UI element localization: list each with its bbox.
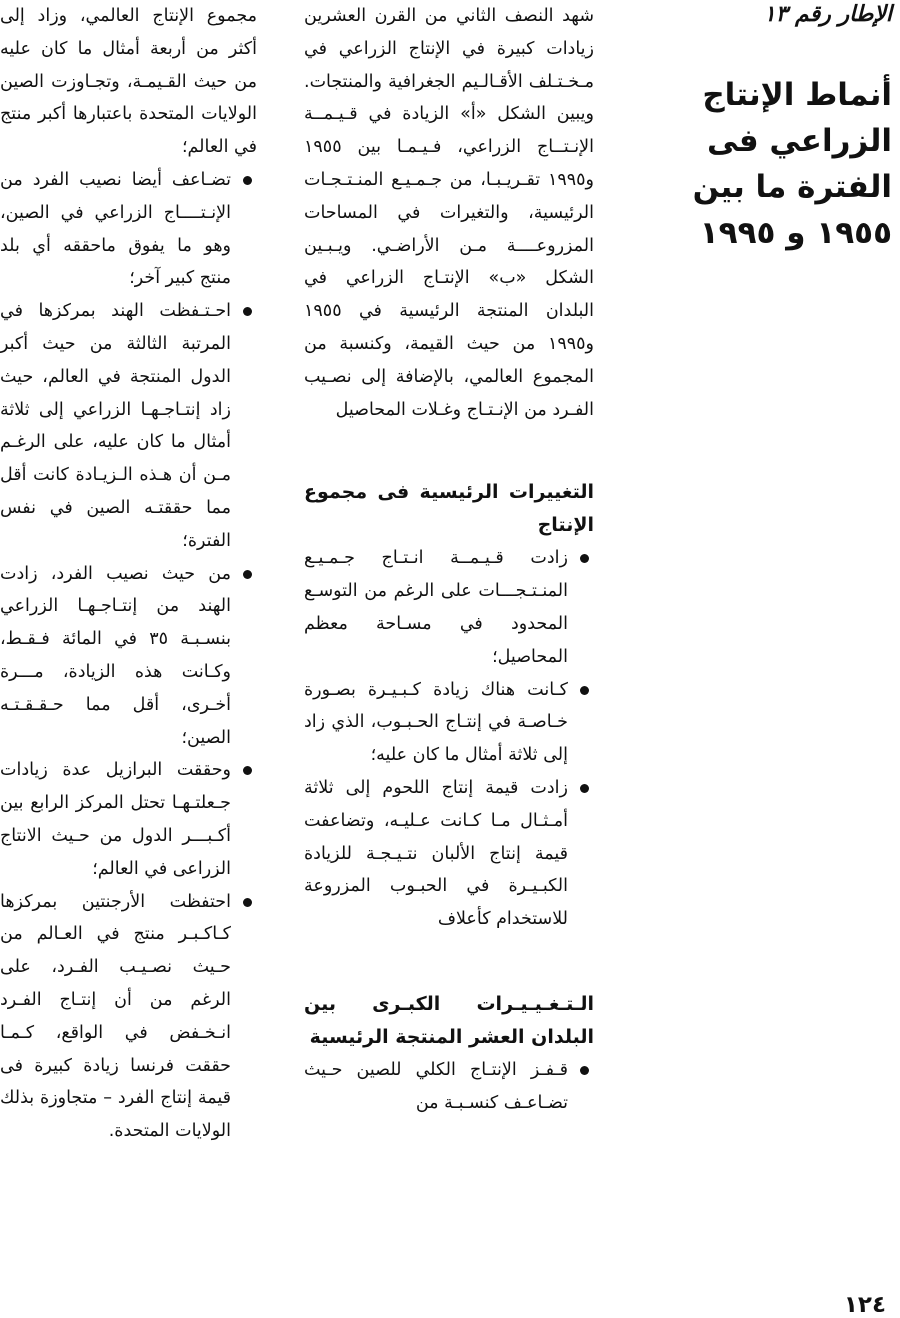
bullet-item: احـتـفظت الهند بمركزها في المرتبة الثالثة من حيث أكبر الدول المنتجة في العالم، حيث زاد إنتـاجـهـا الزراعي إلى ثلاثة أمثال ما كان عليه، على الرغـم مـن أن هـذه الـزيـادة كانت أقل مما حققتـه الصين في نفس الفترة؛: [0, 295, 257, 557]
left-bullet-list: [0, 164, 257, 1148]
continuation-paragraph: مجموع الإنتاج العالمي، وزاد إلى أكثر من أربعة أمثال ما كان عليه من حيث القـيمـة، وتجـاوزت الصين الولايات المتحدة باعتبارها أكبر منتج في العالم؛: [0, 6, 257, 158]
left-column: [0, 0, 257, 1148]
bullet-item: وحققت البرازيل عدة زيادات جـعلتـهـا تحتل المركز الرابع بين أكـبـــر الدول من حـيث الانتاج الزراعى في العالم؛: [0, 754, 257, 885]
page-number: ١٢٤: [843, 1292, 886, 1318]
bullet-item: تضـاعف أيضا نصيب الفرد من الإنـتــــاج الزراعي في الصين، وهو ما يفوق ماحققه أي بلد منتج كبير آخر؛: [0, 164, 257, 295]
bullet-item: زادت قـيـمــة انـتـاج جـمـيـع المنـتـجـــات على الرغم من التوسـع المحدود في مسـاحة معظم المحاصيل؛: [304, 542, 594, 673]
section1-bullet-list: [304, 542, 594, 936]
bullet-item: قـفـز الإنتـاج الكلي للصين حـيث تضـاعـف كنسـبـة من: [304, 1054, 594, 1120]
box-title: أنماط الإنتاج الزراعي فى الفترة ما بين ١٩٥٥ و ١٩٩٥: [692, 77, 892, 251]
bullet-item: كـانت هناك زيادة كـبـيـرة بصـورة خـاصـة في إنتـاج الحـبـوب، الذي زاد إلى ثلاثة أمثال ما كان عليه؛: [304, 674, 594, 772]
bullet-item: احتفظت الأرجنتين بمركزها كـاكـبـر منتج في العـالم من حـيث نصـيـب الفـرد، على الرغم من أن إنتـاج الفـرد انـخـفض في الواقع، كـمـا حققت فرنسا زيادة كبيرة فى قيمة إنتاج الفرد – متجاوزة بذلك الولايات المتحدة.: [0, 886, 257, 1148]
intro-paragraph: شهد النصف الثاني من القرن العشرين زيادات كبيرة في الإنتاج الزراعي في مـخـتـلف الأقـالـيم الجغرافية والمنتجات. ويبين الشكل «أ» الزيادة في قـيـمــة الإنـتــاج الزراعي، فـيـمـا بين ١٩٥٥ و١٩٩٥ تقـريـبـا، من جـمـيـع المنـتـجـات الرئيسية، والتغيرات في المساحات المزروعــــة مـن الأراضـي. ويـبـين الشكل «ب» الإنتـاج الزراعي في البلدان المنتجة الرئيسية في ١٩٥٥ و١٩٩٥ من حيث القيمة، وكنسبة من المجموع العالمي، بالإضافة إلى نصـيب الفـرد من الإنـتـاج وغـلات المحاصيل: [304, 6, 594, 420]
bullet-item: زادت قيمة إنتاج اللحوم إلى ثلاثة أمـثـال مـا كـانت عـليـه، وتضاعفت قيمة إنتاج الألبان نتـيـجـة للزيادة الكبـيـرة في الحبـوب المزروعة للاستخدام كأعلاف: [304, 772, 594, 936]
section-heading-total-production: التغييرات الرئيسية فى مجموع الإنتاج: [304, 481, 594, 537]
bullet-item: من حيث نصيب الفرد، زادت الهند من إنتـاجـهـا الزراعي بنسـبـة ٣٥ في المائة فـقـط، وكـانت هذه الزيادة، مـــرة أخـرى، أقل مما حـقـقـتـه الصين؛: [0, 558, 257, 755]
middle-column: [304, 0, 594, 1120]
section-heading-top-producers: الـتـغـيـيـرات الكبـرى بين البلدان العشر المنتجة الرئيسية: [304, 992, 594, 1048]
section2-bullet-list: [304, 1054, 594, 1120]
box-label: الإطار رقم ١٣: [763, 2, 892, 27]
